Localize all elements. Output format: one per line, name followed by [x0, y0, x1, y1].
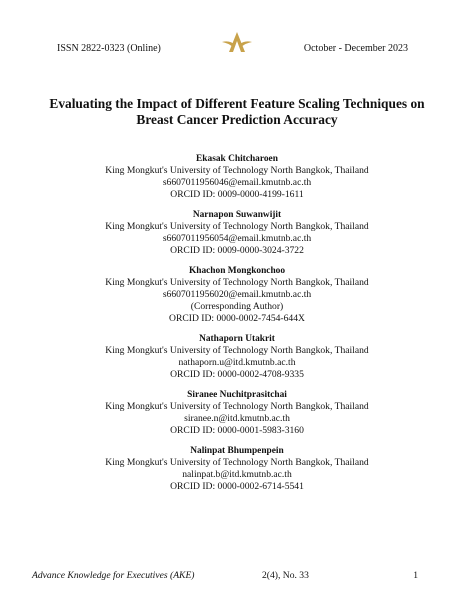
author-orcid: ORCID ID: 0000-0001-5983-3160: [170, 425, 304, 436]
page-header: [0, 0, 474, 60]
author-orcid: ORCID ID: 0000-0002-4708-9335: [170, 369, 304, 380]
paper-title-line: Breast Cancer Prediction Accuracy: [136, 112, 338, 127]
author-block: [0, 389, 474, 437]
author-name: Siranee Nuchitprasitchai: [187, 390, 287, 400]
author-block: [0, 209, 474, 257]
author-email[interactable]: nathaporn.u@itd.kmutnb.ac.th: [178, 357, 296, 368]
author-block: [0, 445, 474, 493]
page-number: 1: [413, 570, 418, 581]
author-orcid: ORCID ID: 0009-0000-4199-1611: [170, 189, 304, 200]
author-orcid: ORCID ID: 0000-0002-6714-5541: [170, 481, 304, 492]
author-email[interactable]: s6607011956020@email.kmutnb.ac.th: [162, 289, 312, 300]
author-email[interactable]: s6607011956054@email.kmutnb.ac.th: [162, 233, 312, 244]
author-block: [0, 265, 474, 325]
author-name: Ekasak Chitcharoen: [196, 154, 278, 164]
issue-number: 2(4), No. 33: [262, 570, 309, 581]
author-affiliation: King Mongkut's University of Technology North Bangkok, Thailand: [105, 165, 369, 176]
author-affiliation: King Mongkut's University of Technology North Bangkok, Thailand: [105, 401, 369, 412]
journal-logo-icon: [222, 30, 252, 56]
author-name: Nathaporn Utakrit: [199, 334, 275, 344]
author-email[interactable]: siranee.n@itd.kmutnb.ac.th: [184, 413, 290, 424]
paper-title: [40, 96, 434, 128]
author-name: Narnapon Suwanwijit: [192, 210, 282, 220]
author-affiliation: King Mongkut's University of Technology North Bangkok, Thailand: [105, 345, 369, 356]
author-orcid: ORCID ID: 0009-0000-3024-3722: [170, 245, 304, 256]
author-affiliation: King Mongkut's University of Technology North Bangkok, Thailand: [105, 457, 369, 468]
author-affiliation: King Mongkut's University of Technology North Bangkok, Thailand: [105, 221, 369, 232]
issue-date: October - December 2023: [303, 43, 408, 54]
author-email[interactable]: s6607011956046@email.kmutnb.ac.th: [162, 177, 312, 188]
author-list: [0, 153, 474, 501]
corresponding-author-note: (Corresponding Author): [190, 301, 284, 312]
journal-name: Advance Knowledge for Executives (AKE): [32, 570, 195, 581]
author-orcid: ORCID ID: 0000-0002-7454-644X: [169, 313, 305, 324]
author-email[interactable]: nalinpat.b@itd.kmutnb.ac.th: [182, 469, 292, 480]
paper-title-line: Evaluating the Impact of Different Feature Scaling Techniques on: [49, 96, 425, 111]
author-block: [0, 333, 474, 381]
page-footer: [0, 570, 474, 584]
author-block: [0, 153, 474, 201]
issn-label: ISSN 2822-0323 (Online): [57, 43, 161, 54]
author-affiliation: King Mongkut's University of Technology North Bangkok, Thailand: [105, 277, 369, 288]
author-name: Nalinpat Bhumpenpein: [190, 446, 284, 456]
author-name: Khachon Mongkonchoo: [188, 266, 286, 276]
